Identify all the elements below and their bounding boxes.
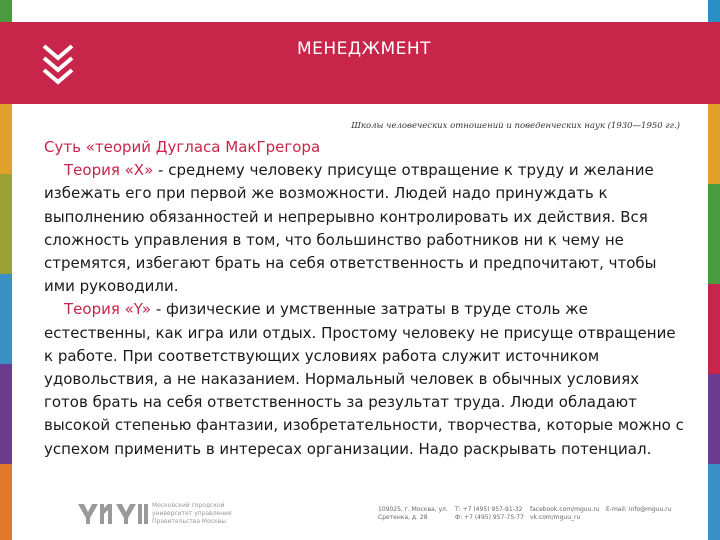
theory-y-text: - физические и умственные затраты в труде столь же естественны, как игра или отдых. Простому человеку не присуще отвращение к работе. При соответствующих условиях работа служит источником удовольствия, а не наказанием. Нормальный человек в обычных условиях готов брать на себя ответственность за результат труда. Люди обладают высокой степенью фантазии, изобретательности, творчества, которые можно с успехом применить в интересах организации. Надо раскрывать потенциал. [44, 300, 684, 458]
left-stripe-2 [0, 104, 12, 174]
theory-x-text: - среднему человеку присуще отвращение к труду и желание избежать его при первой же возможности. Людей надо принуждать к выполнению обязанностей и непрерывно контролировать их действия. Вся сложность управления в том, что большинство работников ни к чему не стремятся, избегают брать на себя ответственность и предпочитают, чтобы ими руководили. [44, 161, 657, 296]
left-stripe-5 [0, 364, 12, 464]
header-bar [0, 22, 720, 104]
main-text [44, 136, 684, 461]
right-stripe-5 [708, 374, 720, 464]
university-logo [78, 504, 148, 524]
left-stripe-4 [0, 274, 12, 364]
theory-x-paragraph [44, 159, 684, 298]
footer-web: facebook.com/mguu.ru vk.com/mguu_ru [530, 506, 600, 521]
left-stripe-1 [0, 0, 12, 22]
footer [0, 496, 720, 540]
right-stripe-2 [708, 104, 720, 184]
left-stripe-3 [0, 174, 12, 274]
heading: Суть «теорий Дугласа МакГрегора [44, 138, 321, 156]
right-stripe-3 [708, 184, 720, 284]
theory-x-label: Теория «X» [64, 161, 154, 180]
university-name: Московский городской университет управления Правительства Москвы [152, 502, 232, 525]
right-stripe-4 [708, 284, 720, 374]
right-stripe-1 [708, 0, 720, 22]
footer-email: E-mail: info@mguu.ru [606, 506, 672, 513]
footer-phone: Т: +7 (495) 957-91-32 Ф: +7 (495) 957-75-77 [455, 506, 524, 521]
subtitle: Школы человеческих отношений и поведенческих наук (1930—1950 гг.) [351, 121, 680, 131]
theory-y-paragraph [44, 298, 684, 460]
footer-address: 109025, г. Москва, ул. Сретенка, д. 28 [378, 506, 448, 521]
theory-y-label: Теория «Y» [64, 300, 152, 319]
page-title: МЕНЕДЖМЕНТ [296, 39, 432, 59]
